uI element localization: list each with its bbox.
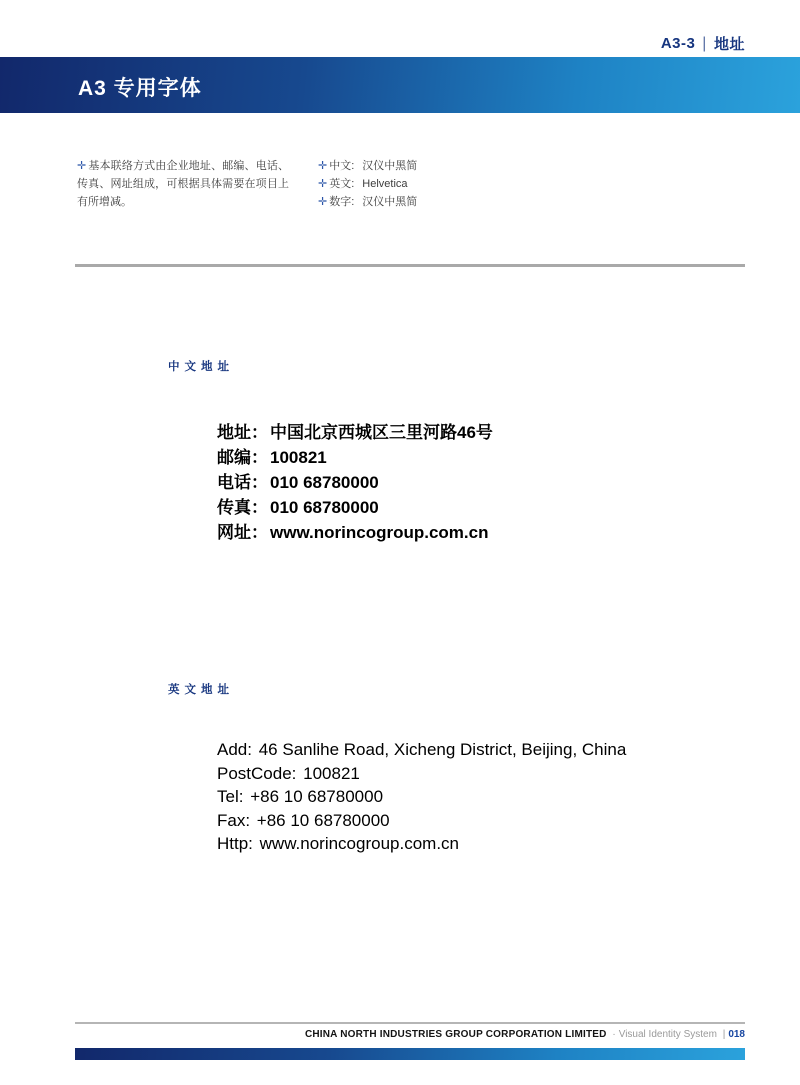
address-line bbox=[217, 762, 626, 786]
address-line bbox=[217, 809, 626, 833]
address-line-value: www.norincogroup.com.cn bbox=[259, 834, 460, 853]
address-line-label: Tel: bbox=[217, 787, 244, 806]
chinese-address-section-label: 中文地址 bbox=[168, 361, 234, 373]
footer-company-name: CHINA NORTH INDUSTRIES GROUP CORPORATION LIMITED bbox=[304, 1029, 607, 1040]
footer-gradient-bar bbox=[75, 1048, 745, 1060]
address-line-value: 010 68780000 bbox=[270, 498, 379, 517]
address-line-value: 46 Sanlihe Road, Xicheng District, Beijing, China bbox=[258, 740, 627, 759]
intro-paragraph bbox=[77, 157, 289, 211]
footer bbox=[75, 1029, 745, 1040]
section-topic: 地址 bbox=[713, 36, 745, 53]
font-spec-numeral bbox=[318, 193, 417, 211]
address-line-label: 地址： bbox=[217, 423, 268, 442]
address-line bbox=[217, 495, 493, 520]
address-line bbox=[217, 832, 626, 856]
font-spec-list bbox=[318, 157, 417, 211]
english-address-section-label: 英文地址 bbox=[168, 684, 234, 696]
address-line-label: 电话： bbox=[217, 473, 268, 492]
address-line bbox=[217, 445, 493, 470]
cross-marker-icon: ✛ bbox=[77, 160, 87, 172]
footer-rule bbox=[75, 1022, 745, 1024]
spec-label: 英文: bbox=[329, 178, 355, 190]
footer-divider: | bbox=[722, 1029, 726, 1040]
intro-text: 基本联络方式由企业地址、邮编、电话、传真、网址组成，可根据具体需要在项目上有所增减。 bbox=[77, 160, 289, 208]
footer-system-name: Visual Identity System bbox=[618, 1029, 717, 1040]
address-line-label: 邮编： bbox=[217, 448, 268, 467]
address-line-label: Add: bbox=[217, 740, 252, 759]
title-bar bbox=[0, 57, 800, 113]
address-line-label: PostCode: bbox=[217, 763, 297, 783]
horizontal-divider bbox=[75, 264, 745, 267]
cross-marker-icon: ✛ bbox=[318, 178, 328, 190]
page-section-label bbox=[661, 33, 745, 54]
spec-label: 中文: bbox=[329, 160, 355, 172]
address-line-value: +86 10 68780000 bbox=[250, 787, 384, 806]
address-line-value: www.norincogroup.com.cn bbox=[270, 523, 489, 542]
footer-page-number: 018 bbox=[728, 1029, 745, 1040]
spec-label: 数字: bbox=[329, 196, 355, 208]
spec-value: Helvetica bbox=[362, 178, 408, 190]
font-spec-english bbox=[318, 175, 417, 193]
address-line-value: 100821 bbox=[270, 448, 327, 467]
address-line-label: 传真： bbox=[217, 498, 268, 517]
address-line bbox=[217, 785, 626, 809]
spec-value: 汉仪中黑简 bbox=[362, 196, 418, 208]
section-code: A3-3 bbox=[660, 35, 696, 52]
address-line-value: 中国北京西城区三里河路46号 bbox=[270, 423, 493, 442]
font-spec-chinese bbox=[318, 157, 417, 175]
section-separator: | bbox=[703, 34, 707, 52]
spec-value: 汉仪中黑简 bbox=[362, 160, 418, 172]
address-line bbox=[217, 470, 493, 495]
address-line-value: +86 10 68780000 bbox=[256, 810, 390, 830]
page-title: A3 专用字体 bbox=[78, 77, 202, 100]
english-address-block bbox=[217, 738, 626, 856]
address-line bbox=[217, 420, 493, 445]
chinese-address-block bbox=[217, 420, 493, 545]
cross-marker-icon: ✛ bbox=[318, 196, 328, 208]
address-line-label: Fax: bbox=[217, 810, 251, 830]
address-line bbox=[217, 520, 493, 545]
cross-marker-icon: ✛ bbox=[318, 160, 328, 172]
address-line bbox=[217, 738, 626, 762]
address-line-label: 网址： bbox=[217, 523, 268, 542]
address-line-value: 100821 bbox=[303, 763, 360, 783]
address-line-label: Http: bbox=[217, 834, 253, 853]
address-line-value: 010 68780000 bbox=[270, 473, 379, 492]
footer-separator: · bbox=[612, 1029, 616, 1040]
